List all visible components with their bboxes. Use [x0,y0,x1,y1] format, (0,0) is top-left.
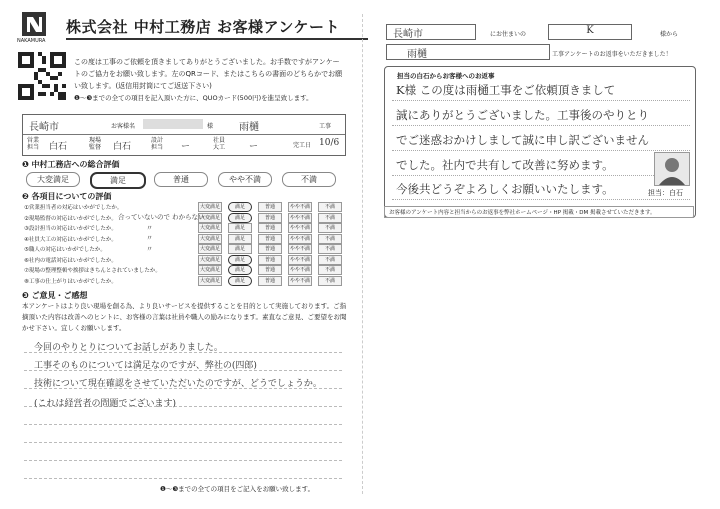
rating-option[interactable]: 不満 [318,244,342,254]
survey-title: 株式会社 中村工務店 お客様アンケート [66,18,341,36]
intro-text: この度は工事のご依頼を頂きましてありがとうございました。お手数ですがアンケートのご協力をお願い致します。左のQRコード、またはこちらの書面のどちらかでお願い致します。(返信用封筒にてご返送下さい) [74,58,343,90]
carpenter-value[interactable]: ー [249,142,259,152]
reply-line-1: K様 この度は雨樋工事をご依頼頂きまして [396,83,616,97]
rating-option[interactable]: やや不満 [289,277,310,284]
ditto-mark: 〃 [146,234,153,242]
page-divider [362,14,363,494]
reward-text: ❶〜❸までの全ての項目を記入頂いた方に、QUOカード(500円)を進呈致します。 [74,94,313,102]
rating-option[interactable]: 普通 [258,234,282,244]
rating-option[interactable]: 不満 [318,213,342,223]
reply-city: 長崎市 [386,24,476,40]
rating-option[interactable]: 不満 [318,276,342,286]
rating-option[interactable]: やや不満 [289,204,310,210]
company-logo [22,12,46,36]
reply-address-label: にお住まいの [490,31,527,38]
rating-option[interactable]: やや不満 [289,214,310,221]
overall-option-very-satisfied[interactable]: 大変満足 [26,172,80,187]
rating-option[interactable]: 満足 [228,223,252,233]
site-value[interactable]: 白石 [113,142,132,152]
rating-option[interactable]: 不満 [318,223,342,233]
rating-option[interactable]: 満足 [228,276,252,286]
question-text: ⑤職人の対応はいかがでしたか。 [24,247,106,253]
overall-option-satisfied[interactable]: 満足 [90,172,146,189]
logo-text: NAKAMURA [17,38,46,44]
rating-option[interactable]: 不満 [318,255,342,265]
rating-option[interactable]: 不満 [318,265,342,275]
city-field[interactable]: 長崎市 [29,122,59,133]
work-name-field[interactable]: 雨樋 [239,122,259,133]
reply-work: 雨樋 [386,44,550,60]
reply-name-suffix: 様から [660,31,679,38]
title-underline [66,38,368,40]
customer-suffix: 様 [207,123,214,130]
rating-option[interactable]: 大変満足 [199,246,220,252]
question-text: ①営業担当者の対応はいかがでしたか。 [24,205,123,211]
rating-option[interactable]: 普通 [258,202,282,212]
comment-line-2[interactable]: 工事そのものについては満足なのですが、弊社の(四郎) [34,361,257,371]
sales-label: 営業担当 [27,137,40,151]
rating-option[interactable]: 不満 [318,234,342,244]
section3-footer: ❶〜❸までの全ての項目をご記入をお願い致します。 [160,485,315,493]
rating-option[interactable]: 普通 [258,276,282,286]
reply-line-2: 誠にありがとうございました。工事後のやりとり [396,108,649,122]
site-label: 現場監督 [89,137,102,151]
rating-option[interactable]: やや不満 [289,256,310,263]
rating-option[interactable]: 普通 [258,265,282,275]
rating-option[interactable]: 大変満足 [199,235,220,242]
rating-option[interactable]: 満足 [228,213,252,223]
reply-line-3: でご迷惑おかけしまして誠に申し訳ございません [396,133,649,147]
ditto-mark: 〃 [146,245,153,253]
reply-work-suffix: 工事アンケートのお返事をいただきました！ [552,51,672,58]
rating-option[interactable]: 大変満足 [199,204,220,210]
rating-option[interactable]: 満足 [228,265,252,275]
question-text: ⑦現場の整理整頓や挨拶はきちんとされていましたか。 [24,268,161,274]
qr-code[interactable] [18,52,66,100]
rating-option[interactable]: 大変満足 [199,277,220,284]
carpenter-label: 社員大工 [213,137,226,151]
staff-photo [654,152,690,186]
rating-option[interactable]: やや不満 [289,235,310,242]
rating-option[interactable]: やや不満 [289,267,310,273]
rating-option[interactable]: 普通 [258,213,282,223]
section1-title: ❶ 中村工務店への総合評価 [22,160,120,169]
rating-option[interactable]: 満足 [228,244,252,254]
question-text: ②現場監督の対応はいかがでしたか。 [24,215,117,222]
overall-option-normal[interactable]: 普通 [154,172,208,187]
comment-line-3[interactable]: 技術について現在確認をさせていただいたのですが、どうでしょうか。 [34,379,322,389]
overall-option-somewhat-dissatisfied[interactable]: やや不満 [218,172,272,187]
reply-line-5: 今後共どうぞよろしくお願いいたします。 [396,182,614,196]
rating-option[interactable]: 満足 [228,202,252,212]
rating-option[interactable]: 満足 [228,255,252,265]
rating-option[interactable]: 大変満足 [199,256,220,263]
question-text: ⑧工事の仕上がりはいかがでしたか。 [24,278,117,285]
rating-option[interactable]: 大変満足 [199,267,220,273]
rating-option[interactable]: 普通 [258,223,282,233]
sales-value[interactable]: 白石 [49,142,68,152]
design-label: 設計担当 [151,137,164,151]
complete-label: 完工日 [293,142,312,149]
question-text: ③設計担当の対応はいかがでしたか。 [24,226,117,232]
rating-option[interactable]: やや不満 [289,246,310,252]
design-value[interactable]: ー [181,142,191,152]
ditto-mark: 〃 [146,224,153,232]
question-text: ④社員大工の対応はいかがでしたか。 [24,236,117,243]
staff-label: 担当：白石 [648,189,683,197]
section3-title: ❸ ご意見・ご感想 [22,291,88,300]
reply-name: K [548,24,632,40]
work-suffix: 工事 [319,123,332,130]
complete-value[interactable]: 10/6 [319,138,340,148]
rating-option[interactable]: やや不満 [289,225,310,231]
reply-heading: 担当の白石からお客様へのお返事 [397,72,495,80]
customer-label: お客様名 [111,123,136,130]
rating-option[interactable]: 普通 [258,255,282,265]
handwritten-note: 合っていないので わからない [118,213,205,221]
question-text: ⑥社内の電話対応はいかがでしたか。 [24,257,117,264]
reply-line-4: でした。社内で共有して改善に努めます。 [396,158,614,172]
reply-footer: お客様のアンケート内容と担当からのお返事を弊社ホームページ・HP 掲載・DM 掲載させていただきます。 [384,206,694,218]
rating-option[interactable]: 不満 [318,202,342,212]
overall-option-dissatisfied[interactable]: 不満 [282,172,336,187]
comment-line-4[interactable]: (これは経営者の問題でございます) [34,399,177,409]
info-table [22,114,346,156]
section3-intro: 本アンケートはより良い現場を創る為、より良いサービスを提供することを目的として実施しております。ご指摘頂いた内容は改善へのヒントに、お客様の言葉は社員や職人の励みになります。素直なご意見、ご要望をお聞かせ下さい。宜しくお願いします。 [22,302,347,332]
rating-option[interactable]: 大変満足 [199,225,220,231]
rating-option[interactable]: 大変満足 [199,214,220,221]
customer-name-redacted [143,119,203,129]
comment-line-1[interactable]: 今回のやりとりについてお話しがありました。 [34,343,223,353]
rating-option[interactable]: 満足 [228,234,252,244]
rating-option[interactable]: 普通 [258,244,282,254]
section2-title: ❷ 各項目についての評価 [22,192,112,201]
